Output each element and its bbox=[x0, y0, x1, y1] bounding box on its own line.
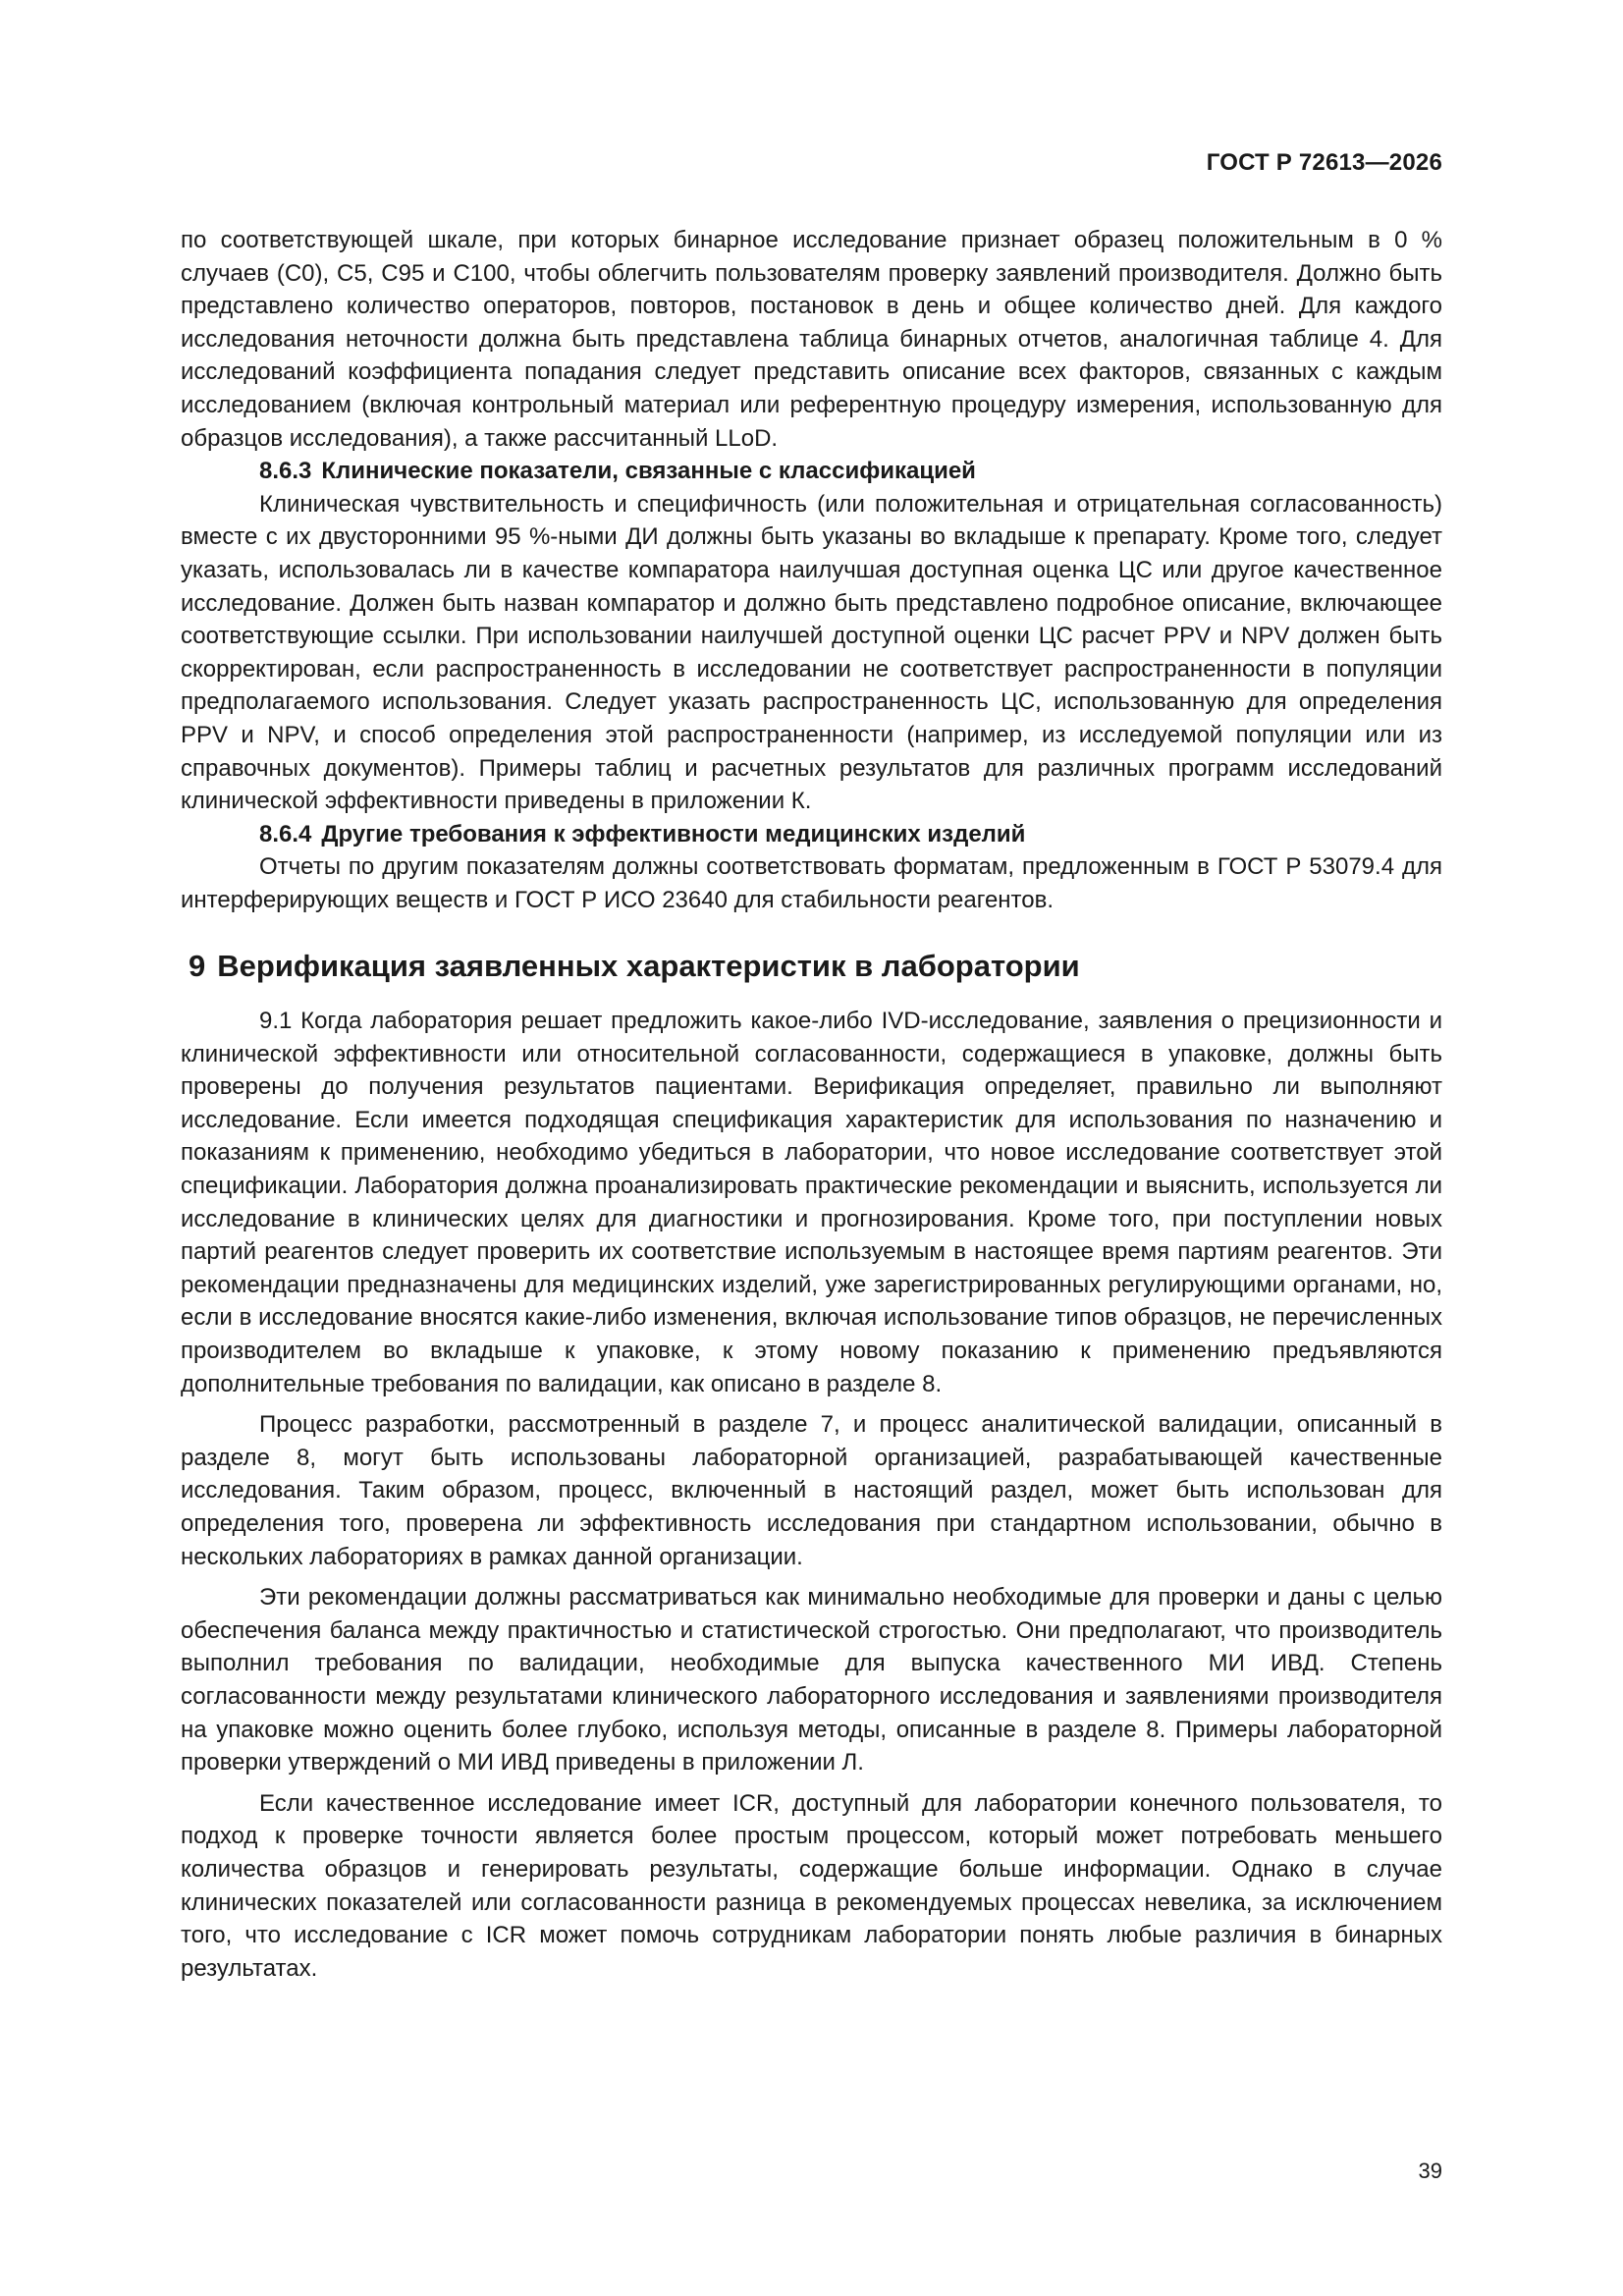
subsection-8-6-4-text: Отчеты по другим показателям должны соответствовать форматам, предложенным в ГОСТ Р 53079.4 для интерферирующих веществ и ГОСТ Р ИСО 23640 для стабильности реагентов. bbox=[181, 853, 1442, 913]
page-number: 39 bbox=[1418, 2159, 1442, 2183]
section-title: Верификация заявленных характеристик в лаборатории bbox=[217, 949, 1080, 984]
subsection-8-6-3-heading bbox=[181, 455, 1442, 488]
section-9-paragraph-2: Процесс разработки, рассмотренный в разделе 7, и процесс аналитической валидации, описанный в разделе 8, могут быть использованы лабораторной организацией, разрабатывающей качественные исследования. Таким образом, процесс, включенный в настоящий раздел, может быть использован для определения того, проверена ли эффективность исследования при стандартном использовании, обычно в нескольких лабораториях в рамках данной организации. bbox=[181, 1411, 1442, 1570]
subsection-title: Клинические показатели, связанные с классификацией bbox=[321, 458, 976, 485]
section-9-paragraph-4: Если качественное исследование имеет ICR, доступный для лаборатории конечного пользователя, то подход к проверке точности является более простым процессом, который может потребовать меньшего количества образцов и генерировать результаты, содержащие больше информации. Однако в случае клинических показателей или согласованности разница в рекомендуемых процессах невелика, за исключением того, что исследование с ICR может помочь сотрудникам лаборатории понять любые различия в бинарных результатах. bbox=[181, 1789, 1442, 1982]
clause-9-1-paragraph: 9.1 Когда лаборатория решает предложить какое-либо IVD-исследование, заявления о прецизионности и клинической эффективности или относительной согласованности, содержащиеся в упаковке, должны быть проверены до получения результатов пациентами. Верификация определяет, правильно ли выполняют исследование. Если имеется подходящая спецификация характеристик для использования по назначению и показаниям к применению, необходимо убедиться в лаборатории, что новое исследование соответствует этой спецификации. Лаборатория должна проанализировать практические рекомендации и выяснить, используется ли исследование в клинических целях для диагностики и прогнозирования. Кроме того, при поступлении новых партий реагентов следует проверить их соответствие используемым в настоящее время партиям реагентов. Эти рекомендации предназначены для медицинских изделий, уже зарегистрированных регулирующими органами, но, если в исследование вносятся какие-либо изменения, включая использование типов образцов, не перечисленных производителем во вкладыше к упаковке, к этому новому показанию к применению предъявляются дополнительные требования по валидации, как описано в разделе 8. bbox=[181, 1008, 1442, 1397]
subsection-title: Другие требования к эффективности медицинских изделий bbox=[321, 820, 1026, 847]
page-body bbox=[181, 224, 1442, 1985]
document-header-id: ГОСТ Р 72613—2026 bbox=[1206, 149, 1442, 176]
subsection-number: 8.6.3 bbox=[259, 458, 312, 485]
subsection-8-6-4-heading bbox=[181, 818, 1442, 851]
section-number: 9 bbox=[189, 949, 206, 984]
section-9-heading bbox=[181, 950, 1442, 983]
section-9-paragraph-3: Эти рекомендации должны рассматриваться как минимально необходимые для проверки и даны с целью обеспечения баланса между практичностью и статистической строгостью. Они предполагают, что производитель выполнил требования по валидации, необходимые для выпуска качественного МИ ИВД. Степень согласованности между результатами клинического лабораторного исследования и заявлениями производителя на упаковке можно оценить более глубоко, используя методы, описанные в разделе 8. Примеры лабораторной проверки утверждений о МИ ИВД приведены в приложении Л. bbox=[181, 1584, 1442, 1777]
continued-paragraph: по соответствующей шкале, при которых бинарное исследование признает образец положительным в 0 % случаев (C0), C5, C95 и C100, чтобы облегчить пользователям проверку заявлений производителя. Должно быть представлено количество операторов, повторов, постановок в день и общее количество дней. Для каждого исследования неточности должна быть представлена таблица бинарных отчетов, аналогичная таблице 4. Для исследований коэффициента попадания следует представить описание всех факторов, связанных с каждым исследованием (включая контрольный материал или референтную процедуру измерения, использованную для образцов исследования), а также рассчитанный LLoD. bbox=[181, 227, 1442, 452]
subsection-number: 8.6.4 bbox=[259, 820, 312, 847]
subsection-8-6-3-text: Клиническая чувствительность и специфичность (или положительная и отрицательная согласованность) вместе с их двусторонними 95 %-ными ДИ должны быть указаны во вкладыше к препарату. Кроме того, следует указать, использовалась ли в качестве компаратора наилучшая доступная оценка ЦС или другое качественное исследование. Должен быть назван компаратор и должно быть представлено подробное описание, включающее соответствующие ссылки. При использовании наилучшей доступной оценки ЦС расчет PPV и NPV должен быть скорректирован, если распространенность в исследовании не соответствует распространенности в популяции предполагаемого использования. Следует указать распространенность ЦС, использованную для определения PPV и NPV, и способ определения этой распространенности (например, из исследуемой популяции или из справочных документов). Примеры таблиц и расчетных результатов для различных программ исследований клинической эффективности приведены в приложении К. bbox=[181, 490, 1442, 815]
